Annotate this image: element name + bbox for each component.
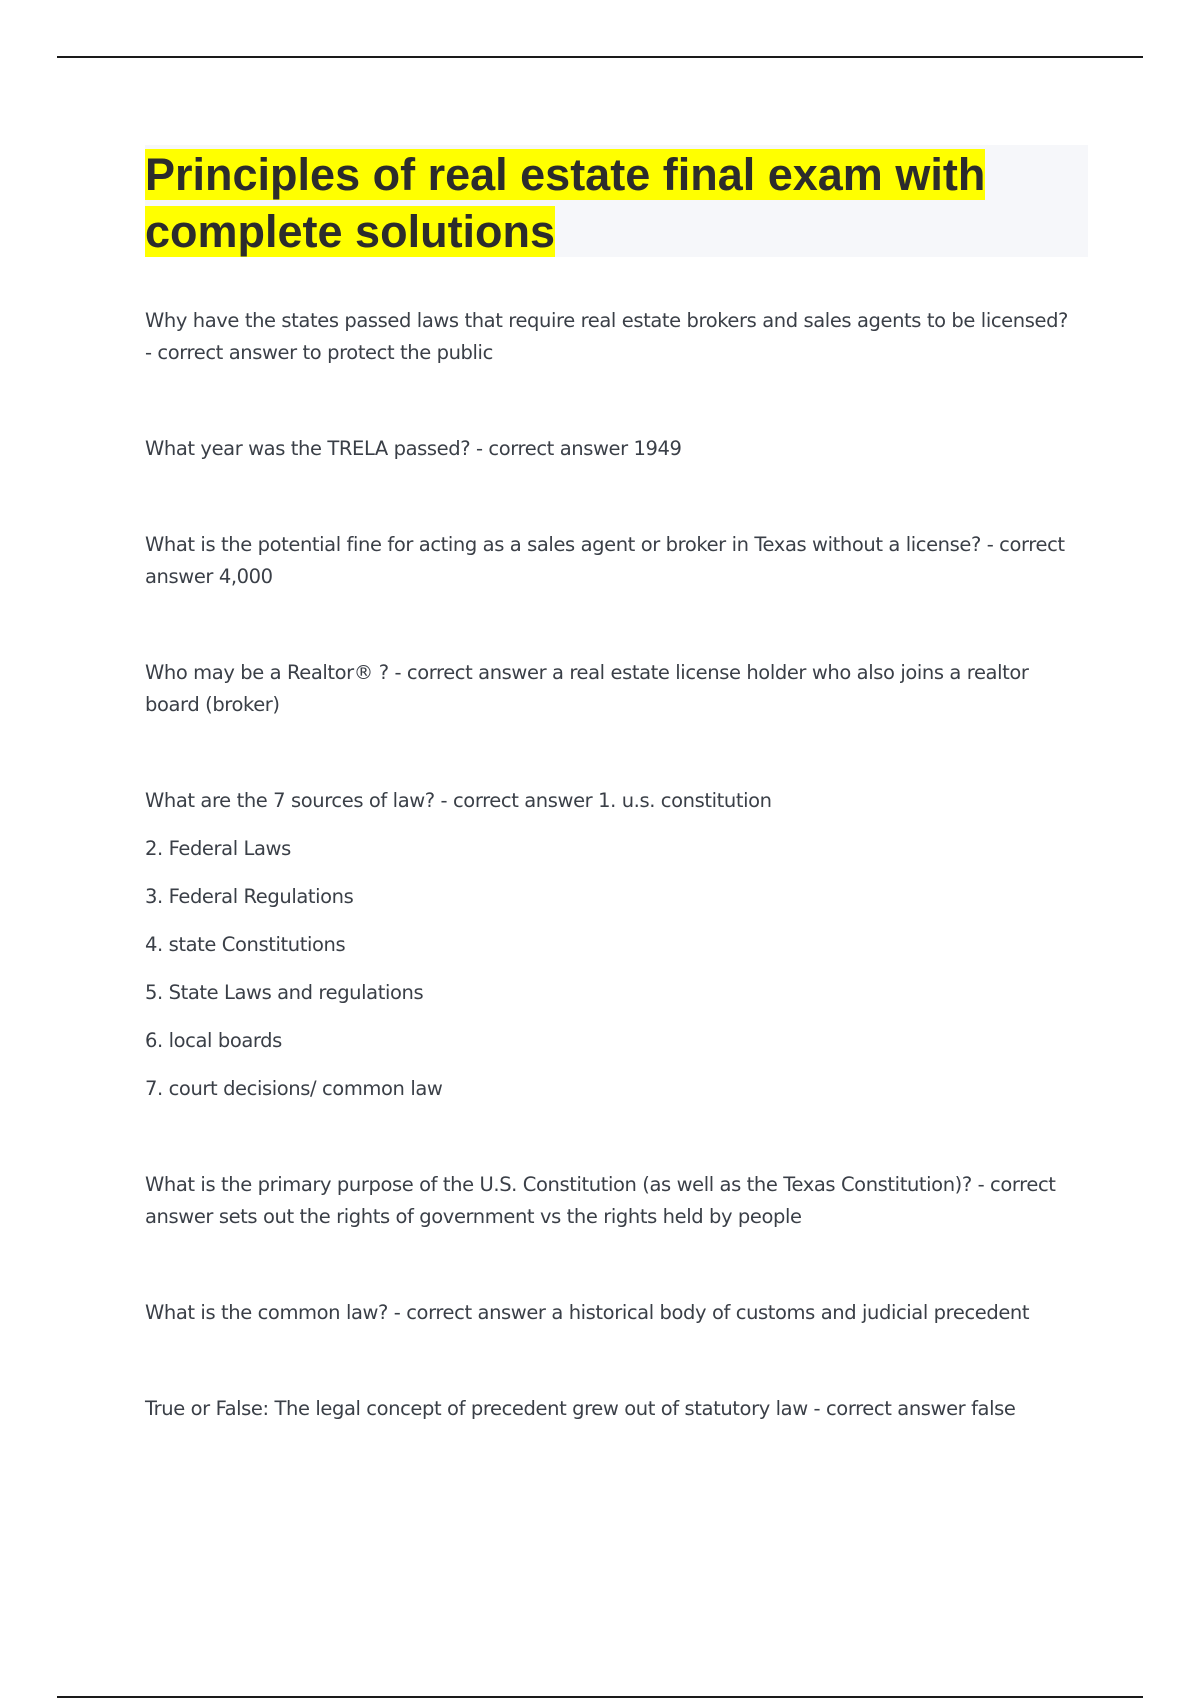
qa-item <box>145 529 1080 593</box>
document-title <box>145 146 1075 260</box>
qa-text: What is the common law? - correct answer a historical body of customs and judicial precedent <box>145 1301 1030 1324</box>
qa-text: What is the potential fine for acting as a sales agent or broker in Texas without a license? - correct answer 4,000 <box>145 533 1065 588</box>
qa-text: Why have the states passed laws that require real estate brokers and sales agents to be licensed? - correct answer to protect the public <box>145 309 1069 364</box>
qa-text: What year was the TRELA passed? - correct answer 1949 <box>145 437 682 460</box>
qa-item <box>145 305 1080 369</box>
title-highlight: Principles of real estate final exam with complete solutions <box>145 149 986 257</box>
qa-item <box>145 1297 1080 1329</box>
document-body <box>145 305 1080 1489</box>
qa-item <box>145 1169 1080 1233</box>
sources-list-item: 4. state Constitutions <box>145 933 346 956</box>
qa-item <box>145 1393 1080 1425</box>
sources-list-item: 6. local boards <box>145 1029 282 1052</box>
qa-text: What is the primary purpose of the U.S. Constitution (as well as the Texas Constitution)? - correct answer sets out the rights of government vs the rights held by people <box>145 1173 1056 1228</box>
top-rule <box>57 56 1143 58</box>
qa-item <box>145 657 1080 721</box>
sources-list-item: 3. Federal Regulations <box>145 885 354 908</box>
sources-list-item: 7. court decisions/ common law <box>145 1077 443 1100</box>
bottom-rule <box>57 1696 1143 1698</box>
qa-text: True or False: The legal concept of precedent grew out of statutory law - correct answer false <box>145 1397 1016 1420</box>
qa-text: Who may be a Realtor® ? - correct answer a real estate license holder who also joins a realtor board (broker) <box>145 661 1029 716</box>
sources-question: What are the 7 sources of law? - correct answer 1. u.s. constitution <box>145 789 772 812</box>
sources-list-item: 5. State Laws and regulations <box>145 981 424 1004</box>
qa-item <box>145 433 1080 465</box>
sources-list-item: 2. Federal Laws <box>145 837 291 860</box>
